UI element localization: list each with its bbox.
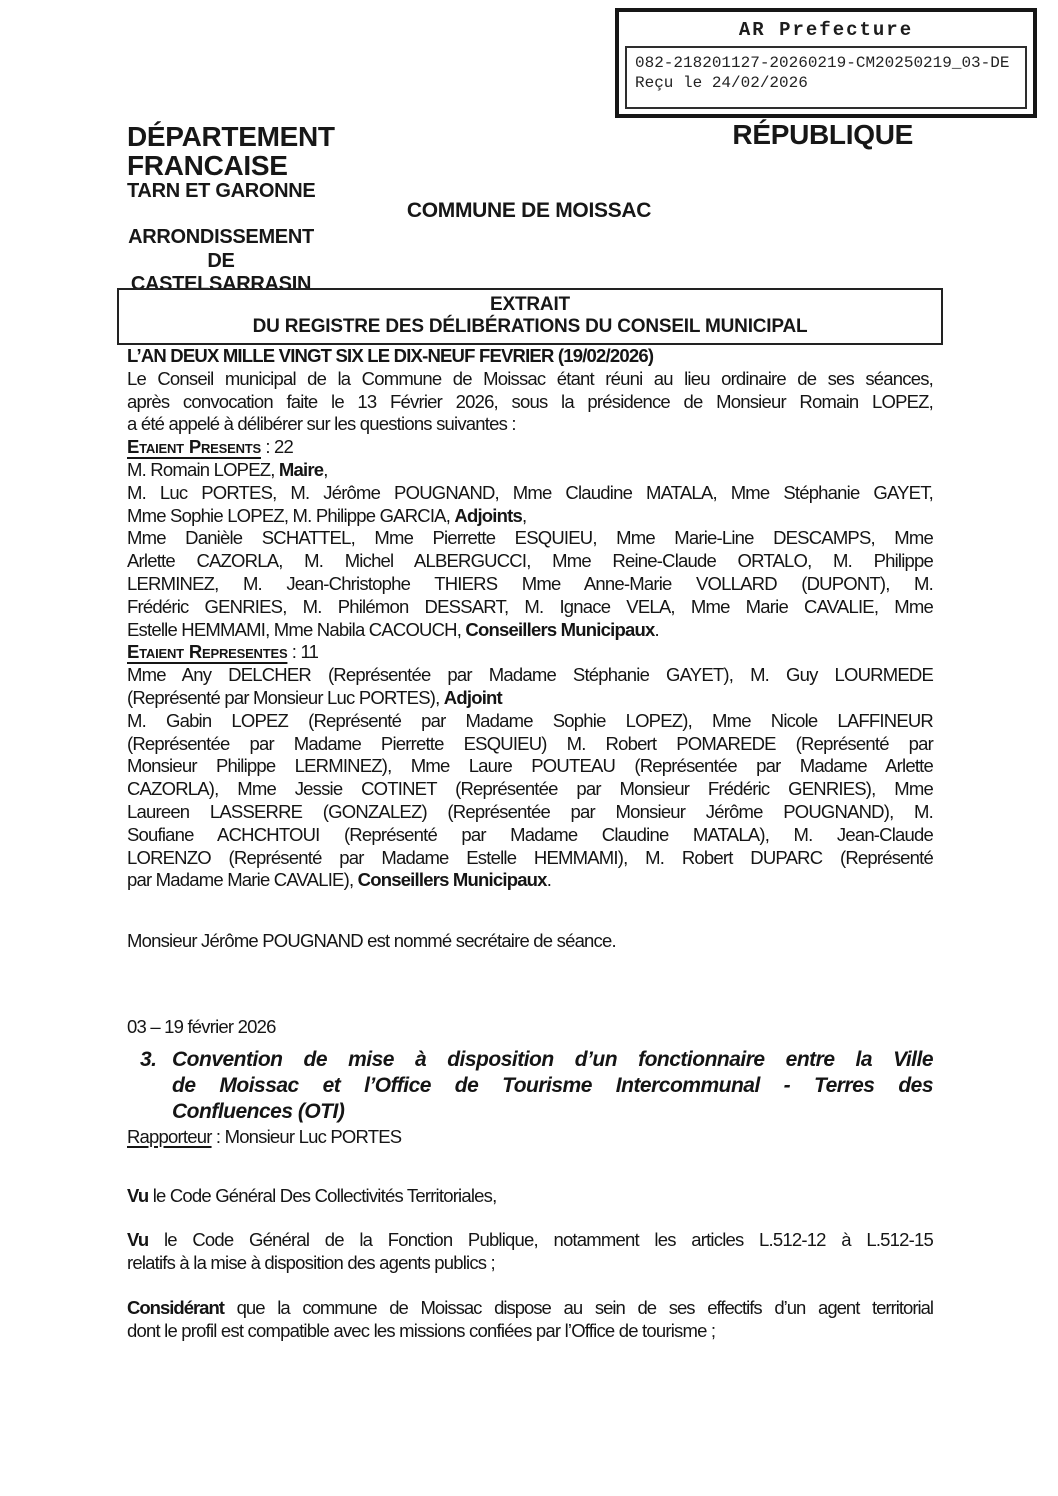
represented-pre: par Madame Marie CAVALIE), — [127, 869, 358, 891]
represented-pre: (Représenté par Monsieur Luc PORTES), — [127, 686, 444, 708]
arrondissement-line: CASTELSARRASIN — [130, 273, 312, 295]
conseillers-line: Mme Danièle SCHATTEL, Mme Pierrette ESQUIEU, Mme Marie-Line DESCAMPS, Mme — [127, 527, 933, 549]
vu-paragraph — [127, 1229, 933, 1275]
conseillers-line: Arlette CAZORLA, M. Michel ALBERGUCCI, Mme Reine-Claude ORTALO, M. Philippe — [127, 550, 933, 572]
deliberation-title-line: Confluences (OTI) — [172, 1099, 345, 1123]
represented-line: LORENZO (Représenté par Madame Estelle HEMMAMI), M. Robert DUPARC (Représenté — [127, 846, 933, 868]
session-intro-line: a été appelé à délibérer sur les questions suivantes : — [127, 413, 516, 435]
arrondissement-line: ARRONDISSEMENT — [128, 226, 314, 248]
extract-title-line2: DU REGISTRE DES DÉLIBÉRATIONS DU CONSEIL MUNICIPAL — [252, 316, 808, 337]
representes-label: Etaient Representes — [127, 641, 288, 663]
document-body — [127, 341, 933, 1343]
conseillers-last-line — [127, 619, 933, 642]
arrondissement-heading — [127, 226, 315, 297]
arrondissement-line: DE — [207, 249, 235, 272]
adjoints-line: M. Luc PORTES, M. Jérôme POUGNAND, Mme Claudine MATALA, Mme Stéphanie GAYET, — [127, 481, 933, 503]
conseillers-line: Frédéric GENRIES, M. Philémon DESSART, M. Ignace VELA, Mme Marie CAVALIE, Mme — [127, 595, 933, 617]
extract-title-box — [117, 288, 943, 345]
represented-line: M. Gabin LOPEZ (Représenté par Madame Sophie LOPEZ), Mme Nicole LAFFINEUR — [127, 709, 933, 731]
vu-text: le Code Général Des Collectivités Territoriales, — [148, 1184, 497, 1206]
represented-last-line — [127, 869, 933, 892]
deliberation-title-line: Convention de mise à disposition d’un fonctionnaire entre la Ville — [172, 1047, 933, 1071]
session-intro-line: Le Conseil municipal de la Commune de Moissac étant réuni au lieu ordinaire de ses séances, — [127, 367, 933, 389]
session-intro-line: après convocation faite le 13 Février 2026, sous la présidence de Monsieur Romain LOPEZ, — [127, 390, 933, 412]
adjoints-pre: Mme Sophie LOPEZ, M. Philippe GARCIA, — [127, 504, 455, 526]
stamp-title: AR Prefecture — [738, 19, 914, 41]
vu-keyword: Vu — [127, 1184, 149, 1206]
represented-post: . — [546, 869, 552, 891]
stamp-inner-box — [625, 46, 1027, 109]
represented-line: (Représentée par Madame Pierrette ESQUIEU) M. Robert POMAREDE (Représenté par — [127, 732, 933, 754]
commune-heading: COMMUNE DE MOISSAC — [406, 199, 652, 222]
conseillers-line: LERMINEZ, M. Jean-Christophe THIERS Mme Anne-Marie VOLLARD (DUPONT), M. — [127, 572, 933, 594]
vu-text: le Code Général de la Fonction Publique, notamment les articles L.512-12 à L.512-15 — [148, 1229, 933, 1251]
stamp-reference: 082-218201127-20260219-CM20250219_03-DE — [635, 54, 1010, 72]
presents-count: : 22 — [261, 436, 293, 458]
vu-line — [127, 1229, 933, 1252]
adjoints-last-line — [127, 505, 933, 528]
represented-adjoint-line — [127, 687, 933, 710]
department-line: TARN ET GARONNE — [127, 180, 316, 202]
vu-paragraph — [127, 1185, 933, 1208]
represented-title: Adjoint — [443, 686, 502, 708]
presents-label: Etaient Presents — [127, 436, 261, 458]
represented-line: Monsieur Philippe LERMINEZ), Mme Laure POUTEAU (Représentée par Madame Arlette — [127, 755, 933, 777]
considerant-line: dont le profil est compatible avec les missions confiées par l’Office de tourisme ; — [127, 1319, 716, 1341]
represented-title: Conseillers Municipaux — [357, 869, 547, 891]
rapporteur-label: Rapporteur — [127, 1125, 212, 1147]
republic-heading: RÉPUBLIQUE — [732, 119, 913, 150]
conseillers-pre: Estelle HEMMAMI, Mme Nabila CACOUCH, — [127, 618, 466, 640]
representes-count: : 11 — [287, 641, 319, 663]
represented-line: Laureen LASSERRE (GONZALEZ) (Représentée par Monsieur Jérôme POUGNAND), M. — [127, 800, 933, 822]
deliberation-number: 3. — [140, 1047, 157, 1071]
considerant-line — [127, 1297, 933, 1320]
department-heading — [127, 122, 335, 203]
presents-label-line — [127, 436, 933, 459]
represented-line: Soufiane ACHCHTOUI (Représenté par Madame Claudine MATALA), M. Jean-Claude — [127, 823, 933, 845]
maire-title: Maire — [278, 458, 324, 480]
vu-line: relatifs à la mise à disposition des agents publics ; — [127, 1252, 495, 1274]
stamp-received-date: Reçu le 24/02/2026 — [635, 74, 808, 92]
rapporteur-name: : Monsieur Luc PORTES — [211, 1125, 402, 1147]
adjoints-title: Adjoints — [454, 504, 522, 526]
represented-line: CAZORLA), Mme Jessie COTINET (Représentée par Monsieur Frédéric GENRIES), Mme — [127, 778, 933, 800]
conseillers-post: . — [654, 618, 659, 640]
deliberation-ref: 03 – 19 février 2026 — [127, 1015, 276, 1037]
department-line: DÉPARTEMENT — [127, 121, 335, 152]
considerant-text: que la commune de Moissac dispose au sein de ses effectifs d’un agent territorial — [223, 1296, 933, 1318]
department-line: FRANCAISE — [127, 150, 288, 181]
adjoints-post: , — [522, 504, 527, 526]
maire-pre: M. Romain LOPEZ, — [127, 458, 279, 480]
considerant-paragraph — [127, 1297, 933, 1343]
extract-title-line1: EXTRAIT — [490, 294, 570, 315]
deliberation-title — [127, 1047, 933, 1125]
deliberation-title-line: de Moissac et l’Office de Tourisme Intercommunal - Terres des — [172, 1073, 933, 1097]
rapporteur-line — [127, 1126, 933, 1149]
representes-label-line — [127, 641, 933, 664]
vu-keyword: Vu — [127, 1229, 149, 1251]
session-date-line: L’AN DEUX MILLE VINGT SIX LE DIX-NEUF FEVRIER (19/02/2026) — [127, 345, 654, 366]
maire-line — [127, 459, 933, 482]
conseillers-title: Conseillers Municipaux — [465, 618, 655, 640]
prefecture-stamp — [615, 8, 1037, 118]
considerant-keyword: Considérant — [127, 1296, 224, 1318]
represented-line: Mme Any DELCHER (Représentée par Madame Stéphanie GAYET), M. Guy LOURMEDE — [127, 664, 933, 686]
maire-post: , — [323, 458, 328, 480]
secretary-line: Monsieur Jérôme POUGNAND est nommé secrétaire de séance. — [127, 930, 616, 952]
